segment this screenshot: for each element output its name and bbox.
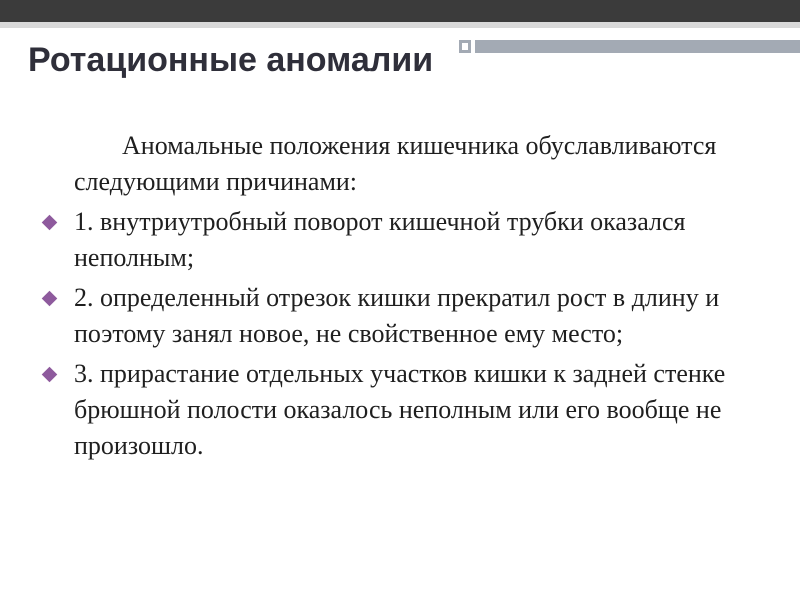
intro-text: Аномальные положения кишечника обуславливаются следующими причинами: (74, 131, 717, 196)
bullet-item (42, 204, 762, 276)
diamond-bullet-icon (42, 291, 58, 307)
bullet-item (42, 280, 762, 352)
bullet-text: 3. прирастание отдельных участков кишки к задней стенке брюшной полости оказалось неполным или его вообще не произошло. (74, 359, 726, 460)
diamond-bullet-icon (42, 367, 58, 383)
accent-square-decoration (459, 40, 471, 53)
bullet-list (42, 204, 762, 464)
top-decoration-band (0, 0, 800, 22)
diamond-bullet-icon (42, 215, 58, 231)
bullet-item (42, 356, 762, 464)
bullet-text: 1. внутриутробный поворот кишечной трубки оказался неполным; (74, 207, 686, 272)
bullet-text: 2. определенный отрезок кишки прекратил рост в длину и поэтому занял новое, не свойственное ему место; (74, 283, 720, 348)
top-decoration-band-light (0, 22, 800, 28)
accent-bar-decoration (475, 40, 800, 53)
intro-paragraph (42, 128, 762, 200)
slide-body (42, 128, 762, 468)
slide-title: Ротационные аномалии (28, 41, 434, 79)
